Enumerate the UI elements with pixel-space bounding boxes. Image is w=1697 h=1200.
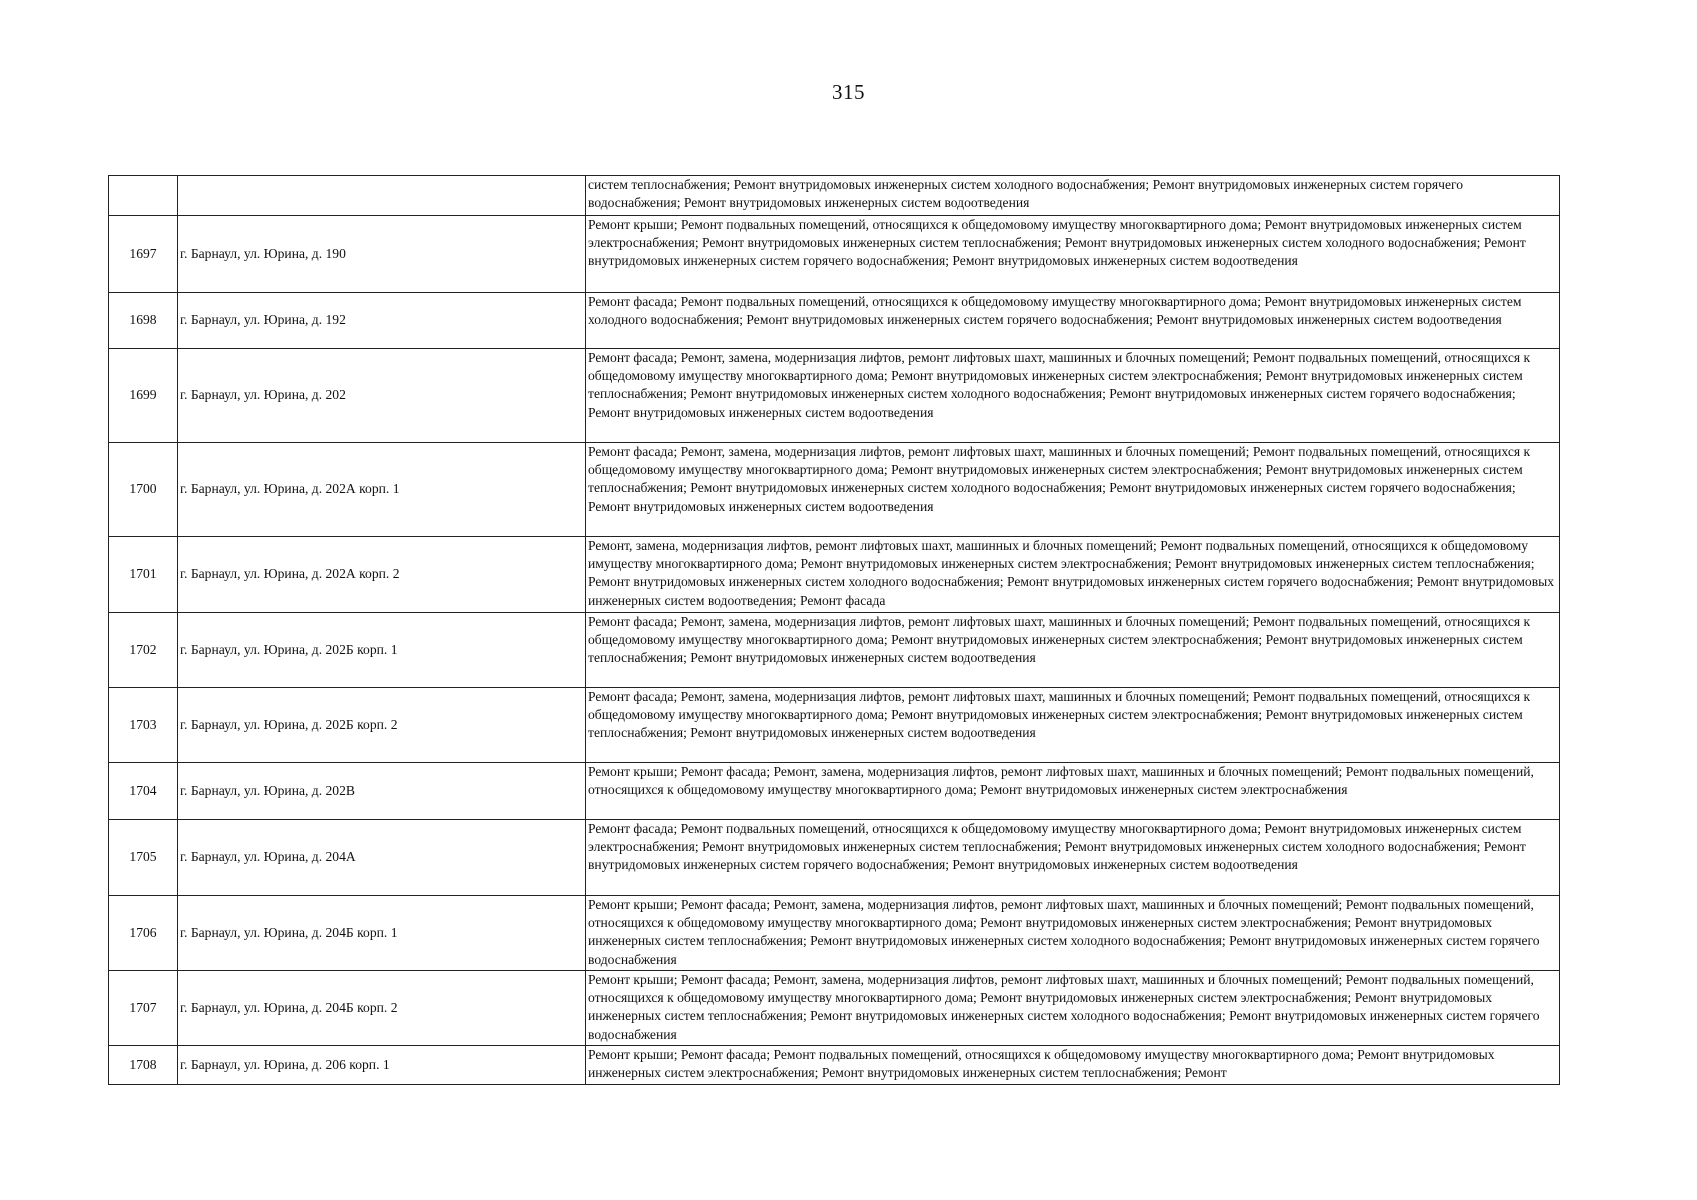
row-works: Ремонт, замена, модернизация лифтов, ремонт лифтовых шахт, машинных и блочных помещений; Ремонт подвальных помещений, относящихся к общедомовому имуществу многоквартирного дома; Ремонт внутридомовых инженерных систем электроснабжения; Ремонт внутридомовых инженерных систем теплоснабжения; Ремонт внутридомовых инженерных систем холодного водоснабжения; Ремонт внутридомовых инженерных систем горячего водоснабжения; Ремонт внутридомовых инженерных систем водоотведения; Ремонт фасада bbox=[586, 537, 1560, 613]
row-address: г. Барнаул, ул. Юрина, д. 204Б корп. 2 bbox=[178, 971, 586, 1046]
table-row bbox=[109, 176, 1560, 216]
row-works: Ремонт фасада; Ремонт, замена, модернизация лифтов, ремонт лифтовых шахт, машинных и блочных помещений; Ремонт подвальных помещений, относящихся к общедомовому имуществу многоквартирного дома; Ремонт внутридомовых инженерных систем электроснабжения; Ремонт внутридомовых инженерных систем теплоснабжения; Ремонт внутридомовых инженерных систем холодного водоснабжения; Ремонт внутридомовых инженерных систем горячего водоснабжения; Ремонт внутридомовых инженерных систем водоотведения bbox=[586, 349, 1560, 443]
row-address: г. Барнаул, ул. Юрина, д. 204А bbox=[178, 820, 586, 896]
table-row bbox=[109, 763, 1560, 820]
row-address: г. Барнаул, ул. Юрина, д. 202Б корп. 2 bbox=[178, 688, 586, 763]
row-address: г. Барнаул, ул. Юрина, д. 206 корп. 1 bbox=[178, 1046, 586, 1085]
page-number: 315 bbox=[832, 80, 865, 104]
row-works: Ремонт фасада; Ремонт, замена, модернизация лифтов, ремонт лифтовых шахт, машинных и блочных помещений; Ремонт подвальных помещений, относящихся к общедомовому имуществу многоквартирного дома; Ремонт внутридомовых инженерных систем электроснабжения; Ремонт внутридомовых инженерных систем теплоснабжения; Ремонт внутридомовых инженерных систем холодного водоснабжения; Ремонт внутридомовых инженерных систем горячего водоснабжения; Ремонт внутридомовых инженерных систем водоотведения bbox=[586, 443, 1560, 537]
row-works: Ремонт крыши; Ремонт фасада; Ремонт, замена, модернизация лифтов, ремонт лифтовых шахт, машинных и блочных помещений; Ремонт подвальных помещений, относящихся к общедомовому имуществу многоквартирного дома; Ремонт внутридомовых инженерных систем электроснабжения bbox=[586, 763, 1560, 820]
table-row bbox=[109, 1046, 1560, 1085]
row-address: г. Барнаул, ул. Юрина, д. 202 bbox=[178, 349, 586, 443]
table-row bbox=[109, 537, 1560, 613]
table-row bbox=[109, 613, 1560, 688]
row-works: Ремонт крыши; Ремонт фасада; Ремонт подвальных помещений, относящихся к общедомовому имуществу многоквартирного дома; Ремонт внутридомовых инженерных систем электроснабжения; Ремонт внутридомовых инженерных систем теплоснабжения; Ремонт bbox=[586, 1046, 1560, 1085]
row-address: г. Барнаул, ул. Юрина, д. 202Б корп. 1 bbox=[178, 613, 586, 688]
row-number: 1701 bbox=[109, 537, 178, 613]
row-works: систем теплоснабжения; Ремонт внутридомовых инженерных систем холодного водоснабжения; Ремонт внутридомовых инженерных систем горячего водоснабжения; Ремонт внутридомовых инженерных систем водоотведения bbox=[586, 176, 1560, 216]
row-works: Ремонт крыши; Ремонт подвальных помещений, относящихся к общедомовому имуществу многоквартирного дома; Ремонт внутридомовых инженерных систем электроснабжения; Ремонт внутридомовых инженерных систем теплоснабжения; Ремонт внутридомовых инженерных систем холодного водоснабжения; Ремонт внутридомовых инженерных систем горячего водоснабжения; Ремонт внутридомовых инженерных систем водоотведения bbox=[586, 216, 1560, 293]
row-address: г. Барнаул, ул. Юрина, д. 190 bbox=[178, 216, 586, 293]
table-row bbox=[109, 349, 1560, 443]
row-works: Ремонт фасада; Ремонт подвальных помещений, относящихся к общедомовому имуществу многоквартирного дома; Ремонт внутридомовых инженерных систем электроснабжения; Ремонт внутридомовых инженерных систем теплоснабжения; Ремонт внутридомовых инженерных систем холодного водоснабжения; Ремонт внутридомовых инженерных систем горячего водоснабжения; Ремонт внутридомовых инженерных систем водоотведения bbox=[586, 820, 1560, 896]
row-address: г. Барнаул, ул. Юрина, д. 202В bbox=[178, 763, 586, 820]
row-number: 1708 bbox=[109, 1046, 178, 1085]
row-works: Ремонт фасада; Ремонт, замена, модернизация лифтов, ремонт лифтовых шахт, машинных и блочных помещений; Ремонт подвальных помещений, относящихся к общедомовому имуществу многоквартирного дома; Ремонт внутридомовых инженерных систем электроснабжения; Ремонт внутридомовых инженерных систем теплоснабжения; Ремонт внутридомовых инженерных систем водоотведения bbox=[586, 688, 1560, 763]
row-number: 1704 bbox=[109, 763, 178, 820]
row-number: 1705 bbox=[109, 820, 178, 896]
row-works: Ремонт крыши; Ремонт фасада; Ремонт, замена, модернизация лифтов, ремонт лифтовых шахт, машинных и блочных помещений; Ремонт подвальных помещений, относящихся к общедомовому имуществу многоквартирного дома; Ремонт внутридомовых инженерных систем электроснабжения; Ремонт внутридомовых инженерных систем теплоснабжения; Ремонт внутридомовых инженерных систем холодного водоснабжения; Ремонт внутридомовых инженерных систем горячего водоснабжения bbox=[586, 971, 1560, 1046]
table-row bbox=[109, 896, 1560, 971]
row-works: Ремонт фасада; Ремонт подвальных помещений, относящихся к общедомовому имуществу многоквартирного дома; Ремонт внутридомовых инженерных систем холодного водоснабжения; Ремонт внутридомовых инженерных систем горячего водоснабжения; Ремонт внутридомовых инженерных систем водоотведения bbox=[586, 293, 1560, 349]
repair-registry-table bbox=[108, 175, 1560, 1085]
row-number bbox=[109, 176, 178, 216]
row-address: г. Барнаул, ул. Юрина, д. 202А корп. 2 bbox=[178, 537, 586, 613]
row-address: г. Барнаул, ул. Юрина, д. 202А корп. 1 bbox=[178, 443, 586, 537]
table-row bbox=[109, 688, 1560, 763]
table-row bbox=[109, 443, 1560, 537]
table-row bbox=[109, 216, 1560, 293]
row-address: г. Барнаул, ул. Юрина, д. 204Б корп. 1 bbox=[178, 896, 586, 971]
row-works: Ремонт фасада; Ремонт, замена, модернизация лифтов, ремонт лифтовых шахт, машинных и блочных помещений; Ремонт подвальных помещений, относящихся к общедомовому имуществу многоквартирного дома; Ремонт внутридомовых инженерных систем электроснабжения; Ремонт внутридомовых инженерных систем теплоснабжения; Ремонт внутридомовых инженерных систем водоотведения bbox=[586, 613, 1560, 688]
row-number: 1707 bbox=[109, 971, 178, 1046]
row-address bbox=[178, 176, 586, 216]
table-row bbox=[109, 971, 1560, 1046]
row-address: г. Барнаул, ул. Юрина, д. 192 bbox=[178, 293, 586, 349]
row-number: 1699 bbox=[109, 349, 178, 443]
table-row bbox=[109, 293, 1560, 349]
row-number: 1706 bbox=[109, 896, 178, 971]
row-number: 1700 bbox=[109, 443, 178, 537]
row-number: 1703 bbox=[109, 688, 178, 763]
row-number: 1697 bbox=[109, 216, 178, 293]
row-works: Ремонт крыши; Ремонт фасада; Ремонт, замена, модернизация лифтов, ремонт лифтовых шахт, машинных и блочных помещений; Ремонт подвальных помещений, относящихся к общедомовому имуществу многоквартирного дома; Ремонт внутридомовых инженерных систем электроснабжения; Ремонт внутридомовых инженерных систем теплоснабжения; Ремонт внутридомовых инженерных систем холодного водоснабжения; Ремонт внутридомовых инженерных систем горячего водоснабжения bbox=[586, 896, 1560, 971]
row-number: 1698 bbox=[109, 293, 178, 349]
table-row bbox=[109, 820, 1560, 896]
row-number: 1702 bbox=[109, 613, 178, 688]
